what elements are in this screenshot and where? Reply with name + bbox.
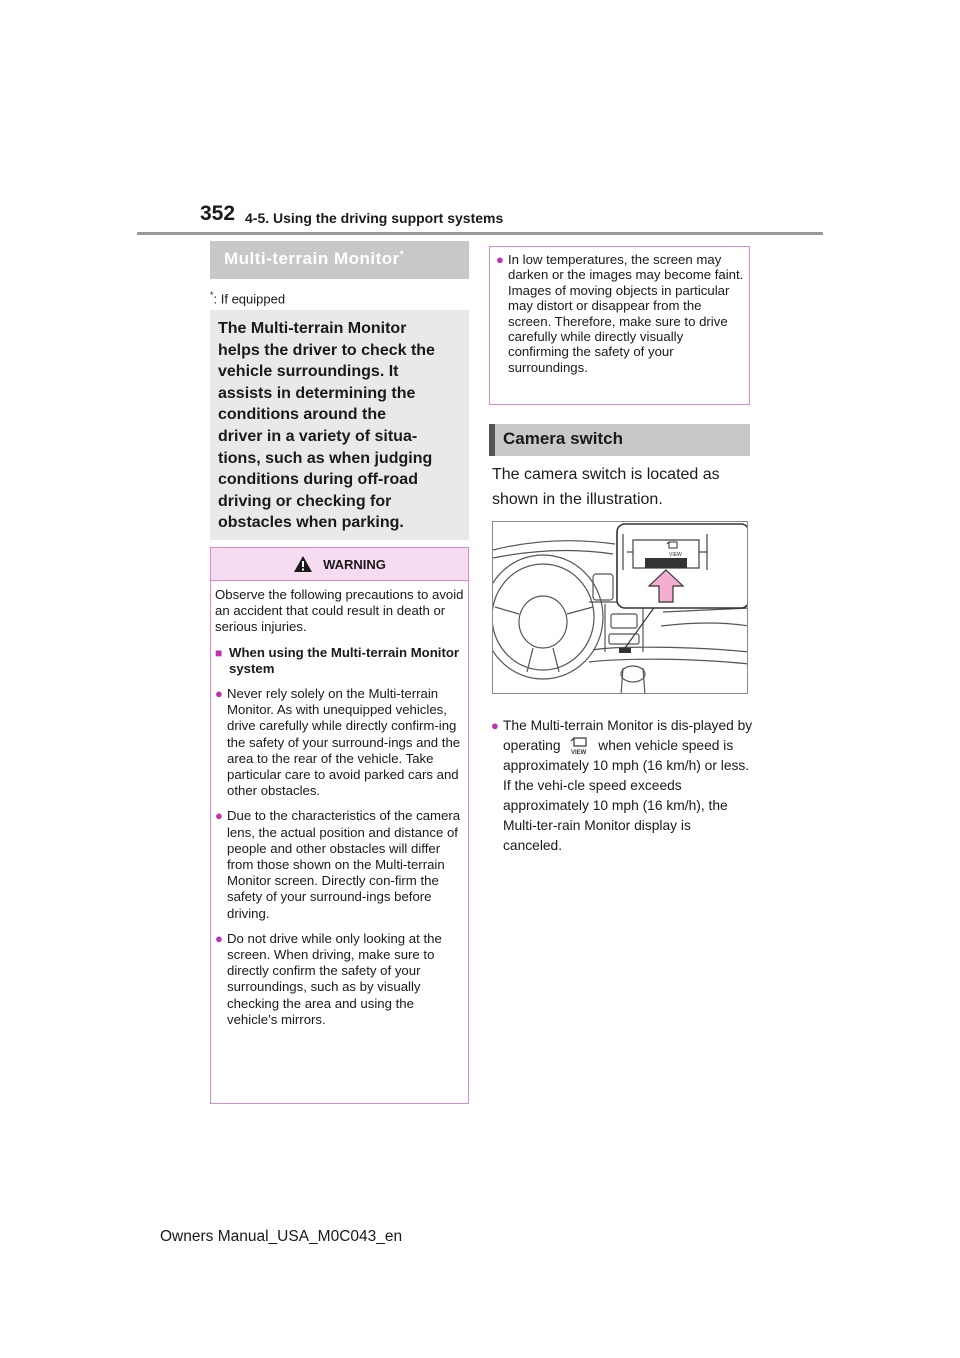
display-text-after: when vehicle speed is approximately 10 mph (16 km/h) or less. If the vehi-cle speed exceeds approximately 10 mph (16 km/h), the Multi-ter-rain Monitor display is canceled. xyxy=(503,738,750,853)
view-icon xyxy=(564,736,594,756)
intro-line: assists in determining the xyxy=(218,384,416,402)
dashboard-illustration xyxy=(492,521,748,694)
camera-switch-description: The camera switch is located as shown in the illustration. xyxy=(492,466,720,508)
footer-text: Owners Manual_USA_M0C043_en xyxy=(160,1228,403,1245)
warning-bullet xyxy=(215,808,464,921)
warning-subheading xyxy=(215,645,464,677)
if-equipped-note xyxy=(210,290,285,306)
square-bullet-icon: ■ xyxy=(215,645,223,660)
circle-bullet-icon: ● xyxy=(491,718,499,733)
intro-line: obstacles when parking. xyxy=(218,514,404,532)
header-rule xyxy=(137,232,823,235)
subheading-text: When using the Multi-terrain Monitor system xyxy=(229,644,460,676)
intro-line: driver in a variety of situa- xyxy=(218,427,418,445)
bullet-text: Do not drive while only looking at the screen. When driving, make sure to directly confirm the safety of your surroundings, such as by visually checking the area and using the vehicle’s mirrors. xyxy=(227,930,442,1027)
warning-box xyxy=(210,547,469,1104)
warning-intro: Observe the following precautions to avoid an accident that could result in death or serious injuries. xyxy=(215,587,464,635)
title-mark: * xyxy=(399,249,405,261)
view-icon-label: VIEW xyxy=(571,750,587,756)
circle-bullet-icon: ● xyxy=(215,930,223,946)
circle-bullet-icon: ● xyxy=(215,808,223,824)
section-title: 4-5. Using the driving support systems xyxy=(245,210,504,226)
intro-line: helps the driver to check the xyxy=(218,341,435,359)
warning-body xyxy=(211,581,468,1028)
display-condition-note xyxy=(491,716,753,856)
warning-triangle-icon xyxy=(293,555,313,573)
warning-label: WARNING xyxy=(323,556,386,572)
footnote-mark: * xyxy=(210,290,214,300)
warning-bullet xyxy=(215,686,464,799)
page-number: 352 xyxy=(200,202,236,225)
display-text-before: The Multi-terrain Monitor is dis-played by operating xyxy=(503,718,753,753)
bullet-text: Never rely solely on the Multi-terrain Monitor. As with unequipped vehicles, drive carefully while directly confirm-ing the safety of your surround-ings and the area to the rear of the vehicle. Take particular care to avoid parked cars and other obstacles. xyxy=(227,686,461,799)
circle-bullet-icon: ● xyxy=(496,252,504,267)
low-temp-text: In low temperatures, the screen may darken or the images may become faint. Images of moving objects in particular may distort or disappear from the screen. Therefore, make sure to drive carefully while directly visually confirming the safety of your surroundings. xyxy=(508,252,744,375)
title-text: Multi-terrain Monitor xyxy=(224,249,400,268)
bullet-text: Due to the characteristics of the camera lens, the actual position and distance of people and other obstacles will differ from those shown on the Multi-terrain Monitor screen. Directly con-firm the safety of your surround-ings before driving. xyxy=(227,808,461,921)
intro-box xyxy=(210,310,469,540)
warning-header xyxy=(211,548,468,581)
low-temp-bullet xyxy=(496,252,745,375)
intro-line: conditions around the xyxy=(218,406,386,424)
low-temperature-note xyxy=(489,246,750,405)
multi-terrain-title xyxy=(210,241,469,279)
title-accent-bar xyxy=(489,424,495,456)
dashboard-drawing xyxy=(493,522,748,694)
view-button-label: VIEW xyxy=(669,552,682,558)
camera-switch-title: Camera switch xyxy=(489,424,750,456)
intro-line: The Multi-terrain Monitor xyxy=(218,320,407,337)
display-condition-text xyxy=(503,716,753,856)
footnote-text: : If equipped xyxy=(213,291,286,307)
circle-bullet-icon: ● xyxy=(215,686,223,702)
intro-line: vehicle surroundings. It xyxy=(218,363,399,381)
intro-line: tions, such as when judging xyxy=(218,449,433,467)
intro-line: driving or checking for xyxy=(218,492,392,510)
intro-line: conditions during off-road xyxy=(218,471,418,489)
warning-bullet xyxy=(215,931,464,1028)
